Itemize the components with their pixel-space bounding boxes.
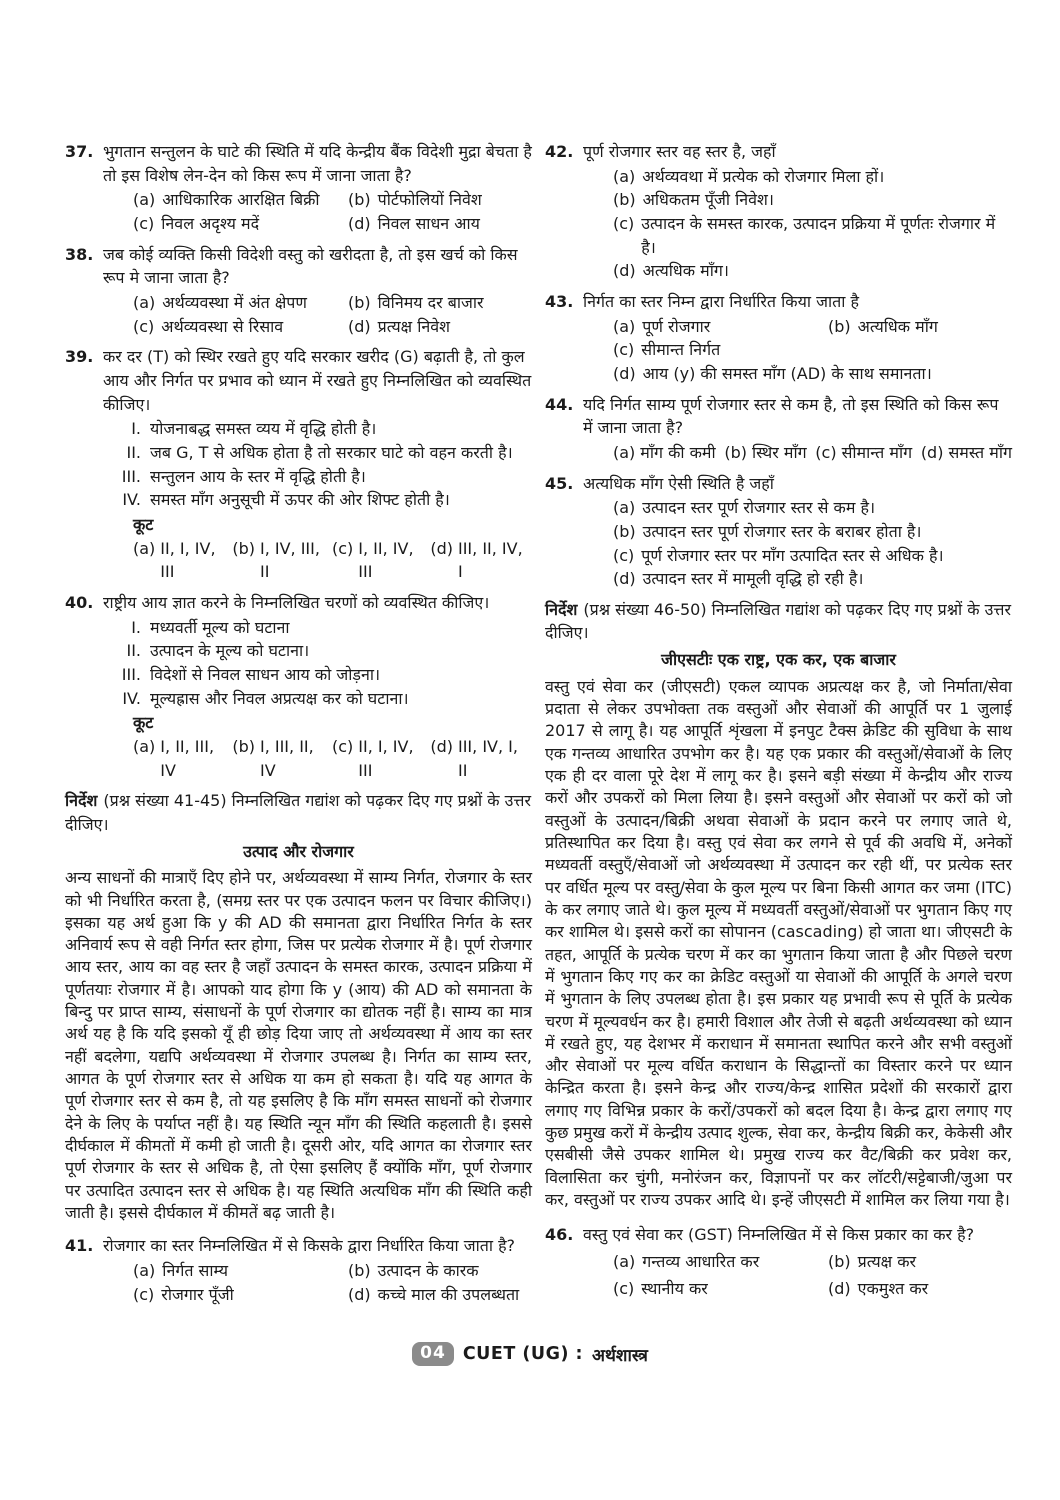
question-number: 46. xyxy=(545,1225,574,1245)
statement-1 xyxy=(109,417,532,441)
directions-text: (प्रश्न संख्या 41-45) निम्नलिखित गद्यांश को पढ़कर दिए गए प्रश्नों के उत्तर दीजिए। xyxy=(65,791,532,834)
option-text: उत्पादन के समस्त कारक, उत्पादन प्रक्रिया में पूर्णतः रोजगार में है। xyxy=(641,214,996,257)
statement-2 xyxy=(109,639,532,663)
option-a xyxy=(613,165,1012,189)
question-number: 45. xyxy=(545,473,574,493)
question-38 xyxy=(65,243,532,339)
option-a xyxy=(133,291,348,315)
question-number: 39. xyxy=(65,347,94,367)
question-body xyxy=(103,140,532,236)
option-text: समस्त माँग xyxy=(948,443,1012,463)
option-b xyxy=(232,537,332,584)
directions-41-45 xyxy=(65,789,532,835)
option-text: स्थिर माँग xyxy=(751,443,807,463)
left-column xyxy=(65,140,532,1313)
option-d xyxy=(613,259,1012,283)
option-text: I, II, IV, III xyxy=(358,538,414,582)
option-text: प्रत्यक्ष कर xyxy=(857,1252,917,1272)
koot-heading: कूट xyxy=(133,515,154,535)
option-label: (a) xyxy=(613,443,636,463)
question-number: 41. xyxy=(65,1236,94,1256)
option-text: उत्पादन के कारक xyxy=(377,1260,479,1280)
option-d xyxy=(430,537,530,584)
statement-text: सन्तुलन आय के स्तर में वृद्धि होती है। xyxy=(150,466,366,486)
option-text: अर्थव्यवथा में प्रत्येक को रोजगार मिला हों। xyxy=(642,166,885,186)
question-44 xyxy=(545,393,1012,465)
option-text: अत्यधिक माँग। xyxy=(642,261,729,281)
question-body xyxy=(103,591,532,782)
statement-4 xyxy=(109,488,532,512)
option-label: (d) xyxy=(430,538,453,558)
option-label: (a) xyxy=(133,538,156,558)
directions-label: निर्देश xyxy=(65,791,98,811)
option-label: (b) xyxy=(348,190,371,210)
option-d xyxy=(921,441,1012,465)
statement-text: जब G, T से अधिक होता है तो सरकार घाटे को वहन करती है। xyxy=(150,443,513,463)
option-label: (a) xyxy=(133,190,156,210)
statement-label: IV. xyxy=(122,688,141,708)
option-a xyxy=(613,441,716,465)
statement-text: मूल्यह्रास और निवल अप्रत्यक्ष कर को घटाना। xyxy=(150,688,409,708)
question-42 xyxy=(545,140,1012,283)
statement-label: I. xyxy=(131,617,141,637)
option-label: (b) xyxy=(828,316,851,336)
question-body xyxy=(583,472,1012,591)
statement-text: उत्पादन के मूल्य को घटाना। xyxy=(150,641,310,661)
options xyxy=(583,165,1012,283)
directions-46-50 xyxy=(545,598,1012,644)
option-c xyxy=(133,315,348,339)
option-text: I, IV, III, II xyxy=(259,538,320,582)
question-45 xyxy=(545,472,1012,591)
statement-4 xyxy=(109,687,532,711)
option-label: (c) xyxy=(332,538,354,558)
options xyxy=(103,188,532,235)
question-text: भुगतान सन्तुलन के घाटे की स्थिति में यदि केन्द्रीय बैंक विदेशी मुद्रा बेचता है तो इस विशेष लेन-देन को किस रूप में जाना जाता है? xyxy=(103,142,532,185)
code-options xyxy=(103,537,532,584)
passage-title: उत्पाद और रोजगार xyxy=(243,841,354,861)
options-row-1 xyxy=(583,315,1012,339)
statement-label: IV. xyxy=(122,490,141,510)
option-label: (c) xyxy=(815,443,837,463)
option-a xyxy=(133,537,232,584)
option-text: पोर्टफोलियों निवेश xyxy=(377,190,482,210)
question-body xyxy=(103,1234,532,1306)
option-label: (c) xyxy=(332,737,354,757)
question-37 xyxy=(65,140,532,236)
option-text: उत्पादन स्तर पूर्ण रोजगार स्तर से कम है। xyxy=(642,498,876,518)
option-text: उत्पादन स्तर में मामूली वृद्धि हो रही है। xyxy=(642,569,864,589)
question-number: 43. xyxy=(545,292,574,312)
option-a xyxy=(613,1250,828,1274)
statement-text: योजनाबद्ध समस्त व्यय में वृद्धि होती है। xyxy=(150,419,377,439)
option-b xyxy=(828,1250,1012,1274)
page-footer xyxy=(0,1342,1060,1366)
option-b xyxy=(348,291,532,315)
question-text: वस्तु एवं सेवा कर (GST) निम्नलिखित में से किस प्रकार का कर है? xyxy=(583,1225,975,1245)
option-text: प्रत्यक्ष निवेश xyxy=(377,316,451,336)
option-text: पूर्ण रोजगार xyxy=(642,316,711,336)
option-text: III, IV, I, II xyxy=(457,737,518,780)
option-label: (d) xyxy=(920,443,944,463)
option-label: (d) xyxy=(828,1278,851,1298)
option-text: II, I, IV, III xyxy=(160,538,216,582)
question-text: कर दर (T) को स्थिर रखते हुए यदि सरकार खरीद (G) बढ़ाती है, तो कुल आय और निर्गत पर प्रभाव को ध्यान में रखते हुए निम्नलिखित को व्यवस्थित कीजिए। xyxy=(103,347,532,414)
right-column xyxy=(545,140,1012,1313)
option-text: पूर्ण रोजगार स्तर पर माँग उत्पादित स्तर से अधिक है। xyxy=(641,545,944,565)
option-b xyxy=(828,315,1012,339)
option-a xyxy=(613,496,1012,520)
subject-name: अर्थशास्त्र xyxy=(592,1345,648,1366)
option-label: (b) xyxy=(613,190,636,210)
option-text: I, II, III, IV xyxy=(160,737,215,780)
option-label: (d) xyxy=(613,569,636,589)
question-number: 42. xyxy=(545,142,574,161)
option-label: (b) xyxy=(232,538,255,558)
option-text: कच्चे माल की उपलब्धता xyxy=(377,1284,520,1304)
statement-label: II. xyxy=(126,443,141,463)
option-label: (a) xyxy=(613,166,636,186)
statement-text: विदेशों से निवल साधन आय को जोड़ना। xyxy=(150,665,381,685)
option-c xyxy=(613,338,1012,362)
question-number: 38. xyxy=(65,244,94,264)
option-label: (c) xyxy=(133,214,155,234)
option-label: (d) xyxy=(613,261,636,281)
option-d xyxy=(348,1283,532,1307)
question-46 xyxy=(545,1223,1012,1300)
question-39 xyxy=(65,345,532,584)
option-text: सीमान्त निर्गत xyxy=(641,340,721,360)
option-label: (d) xyxy=(430,737,453,757)
option-label: (c) xyxy=(133,1284,155,1304)
option-d xyxy=(613,567,1012,591)
option-text: III, II, IV, I xyxy=(457,538,523,582)
directions-label: निर्देश xyxy=(545,600,578,620)
option-b xyxy=(348,188,532,212)
option-label: (a) xyxy=(133,737,156,757)
statement-3 xyxy=(109,465,532,489)
statements xyxy=(103,417,532,512)
option-label: (b) xyxy=(828,1252,851,1272)
page-number-badge: 04 xyxy=(412,1342,454,1366)
option-c xyxy=(613,212,1012,259)
statement-text: समस्त माँग अनुसूची में ऊपर की ओर शिफ्ट होती है। xyxy=(150,490,450,510)
option-label: (a) xyxy=(613,316,636,336)
option-c xyxy=(613,1277,828,1301)
option-b xyxy=(613,188,1012,212)
option-text: II, I, IV, III xyxy=(358,737,414,780)
option-text: अधिकतम पूँजी निवेश। xyxy=(642,190,774,210)
option-label: (c) xyxy=(613,1278,635,1298)
option-text: निर्गत साम्य xyxy=(162,1260,228,1280)
option-text: I, III, II, IV xyxy=(259,737,314,780)
option-a xyxy=(133,188,348,212)
question-41 xyxy=(65,1234,532,1306)
option-text: माँग की कमी xyxy=(640,443,716,463)
option-b xyxy=(348,1259,532,1283)
question-body xyxy=(103,345,532,584)
koot-heading: कूट xyxy=(133,713,154,733)
option-text: अर्थव्यवस्था में अंत क्षेपण xyxy=(162,293,307,313)
option-text: आधिकारिक आरक्षित बिक्री xyxy=(162,190,320,210)
question-body xyxy=(583,393,1012,465)
option-label: (c) xyxy=(613,340,635,360)
statement-1 xyxy=(109,616,532,640)
option-b xyxy=(724,441,806,465)
question-body xyxy=(583,1223,1012,1300)
option-label: (b) xyxy=(613,522,636,542)
question-number: 44. xyxy=(545,394,574,414)
statement-label: II. xyxy=(126,641,141,661)
option-label: (a) xyxy=(613,498,636,518)
code-options xyxy=(103,735,532,782)
option-label: (c) xyxy=(613,214,635,234)
question-number: 40. xyxy=(65,593,94,613)
exam-page xyxy=(65,140,1012,1313)
option-d xyxy=(828,1277,1012,1301)
option-c xyxy=(332,537,430,584)
option-label: (b) xyxy=(348,1260,371,1280)
question-text: यदि निर्गत साम्य पूर्ण रोजगार स्तर से कम है, तो इस स्थिति को किस रूप में जाना जाता है? xyxy=(583,394,999,438)
statement-3 xyxy=(109,663,532,687)
option-b xyxy=(613,520,1012,544)
statement-2 xyxy=(109,441,532,465)
option-label: (b) xyxy=(232,737,255,757)
option-d xyxy=(430,735,530,782)
option-text: अर्थव्यवस्था से रिसाव xyxy=(161,316,284,336)
option-label: (c) xyxy=(133,316,155,336)
option-c xyxy=(815,441,912,465)
statement-label: I. xyxy=(131,419,141,439)
option-text: विनिमय दर बाजार xyxy=(377,293,484,313)
option-label: (a) xyxy=(133,293,156,313)
statement-label: III. xyxy=(121,466,141,486)
option-a xyxy=(133,1259,348,1283)
book-series-title: CUET (UG) : xyxy=(462,1344,584,1364)
option-label: (d) xyxy=(348,214,371,234)
question-text: निर्गत का स्तर निम्न द्वारा निर्धारित किया जाता है xyxy=(583,292,859,312)
question-text: पूर्ण रोजगार स्तर वह स्तर है, जहाँ xyxy=(583,142,776,161)
statements xyxy=(103,616,532,711)
question-43 xyxy=(545,290,1012,386)
option-text: स्थानीय कर xyxy=(641,1278,708,1298)
option-label: (b) xyxy=(724,443,747,463)
option-d xyxy=(348,212,532,236)
statement-label: III. xyxy=(121,665,141,685)
option-text: निवल अदृश्य मदें xyxy=(161,214,260,234)
question-text: अत्यधिक माँग ऐसी स्थिति है जहाँ xyxy=(583,473,774,493)
question-body xyxy=(583,290,1012,386)
question-number: 37. xyxy=(65,142,94,161)
statement-text: मध्यवर्ती मूल्य को घटाना xyxy=(150,617,290,637)
option-label: (d) xyxy=(613,364,636,384)
option-text: उत्पादन स्तर पूर्ण रोजगार स्तर के बराबर होता है। xyxy=(642,522,922,542)
options xyxy=(103,1259,532,1306)
option-text: गन्तव्य आधारित कर xyxy=(642,1252,760,1272)
options xyxy=(583,441,1012,465)
option-label: (d) xyxy=(348,316,371,336)
option-a xyxy=(613,315,828,339)
options xyxy=(583,1250,1012,1300)
option-c xyxy=(133,212,348,236)
question-40 xyxy=(65,591,532,782)
option-text: रोजगार पूँजी xyxy=(161,1284,234,1304)
question-text: राष्ट्रीय आय ज्ञात करने के निम्नलिखित चरणों को व्यवस्थित कीजिए। xyxy=(103,593,490,613)
option-a xyxy=(133,735,232,782)
option-label: (c) xyxy=(613,545,635,565)
question-text: जब कोई व्यक्ति किसी विदेशी वस्तु को खरीदता है, तो इस खर्च को किस रूप मे जाना जाता है? xyxy=(103,244,518,288)
option-label: (a) xyxy=(133,1260,156,1280)
option-text: अत्यधिक माँग xyxy=(857,316,938,336)
option-c xyxy=(133,1283,348,1307)
passage-body: वस्तु एवं सेवा कर (जीएसटी) एकल व्यापक अप्रत्यक्ष कर है, जो निर्माता/सेवा प्रदाता से लेकर उपभोक्ता तक वस्तुओं और सेवाओं की आपूर्ति पर 1 जुलाई 2017 से लागू है। यह आपूर्ति शृंखला में इनपुट टैक्स क्रेडिट की सुविधा के साथ एक गन्तव्य आधारित उपभोग कर है। यह एक प्रकार की वस्तुओं/सेवाओं के लिए एक ही दर वाला पूरे देश में लागू कर है। इसने बड़ी संख्या में केन्द्रीय और राज्य करों और उपकरों को मिला लिया है। इसने वस्तुओं और सेवाओं पर करों को जो वस्तुओं के उत्पादन/बिक्री अथवा सेवाओं के प्रदान करने पर लगाए जाते थे, प्रतिस्थापित कर दिया है। वस्तु एवं सेवा कर लगने से पूर्व की अवधि में, अनेकों मध्यवर्ती वस्तुएँ/सेवाओं जो अर्थव्यवस्था में उत्पादन कर रही थीं, पर प्रत्येक स्तर पर वर्धित मूल्य पर वस्तु/सेवा के कुल मूल्य पर बिना किसी आगत कर जमा (ITC) के कर लगाए जाते थे। कुल मूल्य में मध्यवर्ती वस्तुओं/सेवाओं पर भुगतान किए गए कर शामिल थे। इससे करों का सोपानन (cascading) हो जाता था। जीएसटी के तहत, आपूर्ति के प्रत्येक चरण में कर का भुगतान किया जाता है और पिछले चरण में भुगतान किए गए कर का क्रेडिट वस्तुओं या सेवाओं की आपूर्ति के अगले चरण में भुगतान के लिए उपलब्ध होता है। इस प्रकार यह प्रभावी रूप से पूर्ति के प्रत्येक चरण में मूल्यवर्धन कर है। हमारी विशाल और तेजी से बढ़ती अर्थव्यवस्था को ध्यान में रखते हुए, यह देशभर में कराधान में समानता स्थापित करने और सभी वस्तुओं और सेवाओं पर मूल्य वर्धित कराधान के सिद्धान्तों का विस्तार करने पर ध्यान केन्द्रित करता है। इसने केन्द्र और राज्य/केन्द्र शासित प्रदेशों की सरकारों द्वारा लगाए गए विभिन्न प्रकार के करों/उपकरों को बदल दिया है। केन्द्र द्वारा लगाए गए कुछ प्रमुख करों में केन्द्रीय उत्पाद शुल्क, सेवा कर, केन्द्रीय बिक्री कर, केकेसी और एसबीसी जैसे उपकर शामिल थे। प्रमुख राज्य कर वैट/बिक्री कर प्रवेश कर, विलासिता कर चुंगी, मनोरंजन कर, विज्ञापनों पर कर लॉटरी/सट्टेबाजी/जुआ पर कर, वस्तुओं पर राज्य उपकर आदि थे। इन्हें जीएसटी में शामिल कर लिया गया है। xyxy=(545,676,1012,1210)
two-column-layout xyxy=(65,140,1012,1313)
option-text: सीमान्त माँग xyxy=(841,443,913,463)
directions-text: (प्रश्न संख्या 46-50) निम्नलिखित गद्यांश को पढ़कर दिए गए प्रश्नों के उत्तर दीजिए। xyxy=(545,600,1012,643)
option-label: (b) xyxy=(348,293,371,313)
option-label: (d) xyxy=(348,1284,371,1304)
option-d xyxy=(613,362,1012,386)
option-text: निवल साधन आय xyxy=(377,214,480,234)
options xyxy=(583,496,1012,591)
options xyxy=(103,291,532,338)
option-c xyxy=(613,544,1012,568)
option-text: आय (y) की समस्त माँग (AD) के साथ समानता। xyxy=(642,364,932,384)
question-text: रोजगार का स्तर निम्नलिखित में से किसके द्वारा निर्धारित किया जाता है? xyxy=(103,1236,516,1256)
option-d xyxy=(348,315,532,339)
question-body xyxy=(103,243,532,339)
options-row-2 xyxy=(583,338,1012,385)
option-c xyxy=(332,735,430,782)
option-text: एकमुश्त कर xyxy=(857,1278,929,1298)
option-b xyxy=(232,735,332,782)
passage-title: जीएसटीः एक राष्ट्र, एक कर, एक बाजार xyxy=(661,650,896,670)
option-label: (a) xyxy=(613,1252,636,1272)
question-body xyxy=(583,140,1012,283)
passage-body: अन्य साधनों की मात्राएँ दिए होने पर, अर्थव्यवस्था में साम्य निर्गत, रोजगार के स्तर को भी निर्धारित करता है, (समग्र स्तर पर एक उत्पादन फलन पर विचार कीजिए।) इसका यह अर्थ हुआ कि y की AD की समानता द्वारा निर्धारित निर्गत के स्तर अनिवार्य रूप से वही निर्गत स्तर होगा, जिस पर प्रत्येक रोजगार में है। पूर्ण रोजगार आय स्तर, आय का वह स्तर है जहाँ उत्पादन के समस्त कारक, उत्पादन प्रक्रिया में पूर्णतयाः रोजगार में है। आपको याद होगा कि y (आय) की AD को समानता के बिन्दु पर प्राप्त साम्य, संसाधनों के पूर्ण रोजगार का द्योतक नहीं है। साम्य का मात्र अर्थ यह है कि यदि इसको यूँ ही छोड़ दिया जाए तो अर्थव्यवस्था में आय का स्तर नहीं बदलेगा, यद्यपि अर्थव्यवस्था में रोजगार उपलब्ध है। निर्गत का साम्य स्तर, आगत के पूर्ण रोजगार स्तर से अधिक या कम हो सकता है। यदि यह आगत के पूर्ण रोजगार स्तर से कम है, तो यह इसलिए है कि माँग समस्त साधनों को रोजगार देने के लिए के पर्याप्त नहीं है। यह स्थिति न्यून माँग की स्थिति कहलाती है। इससे दीर्घकाल में कीमतों में कमी हो जाती है। दूसरी ओर, यदि आगत का रोजगार स्तर पूर्ण रोजगार के स्तर से अधिक है, तो ऐसा इसलिए हैं क्योंकि माँग, पूर्ण रोजगार पर उत्पादित उत्पादन स्तर से अधिक है। यह स्थिति अत्यधिक माँग की स्थिति कही जाती है। इससे दीर्घकाल में कीमतें बढ़ जाती है। xyxy=(65,868,532,1222)
